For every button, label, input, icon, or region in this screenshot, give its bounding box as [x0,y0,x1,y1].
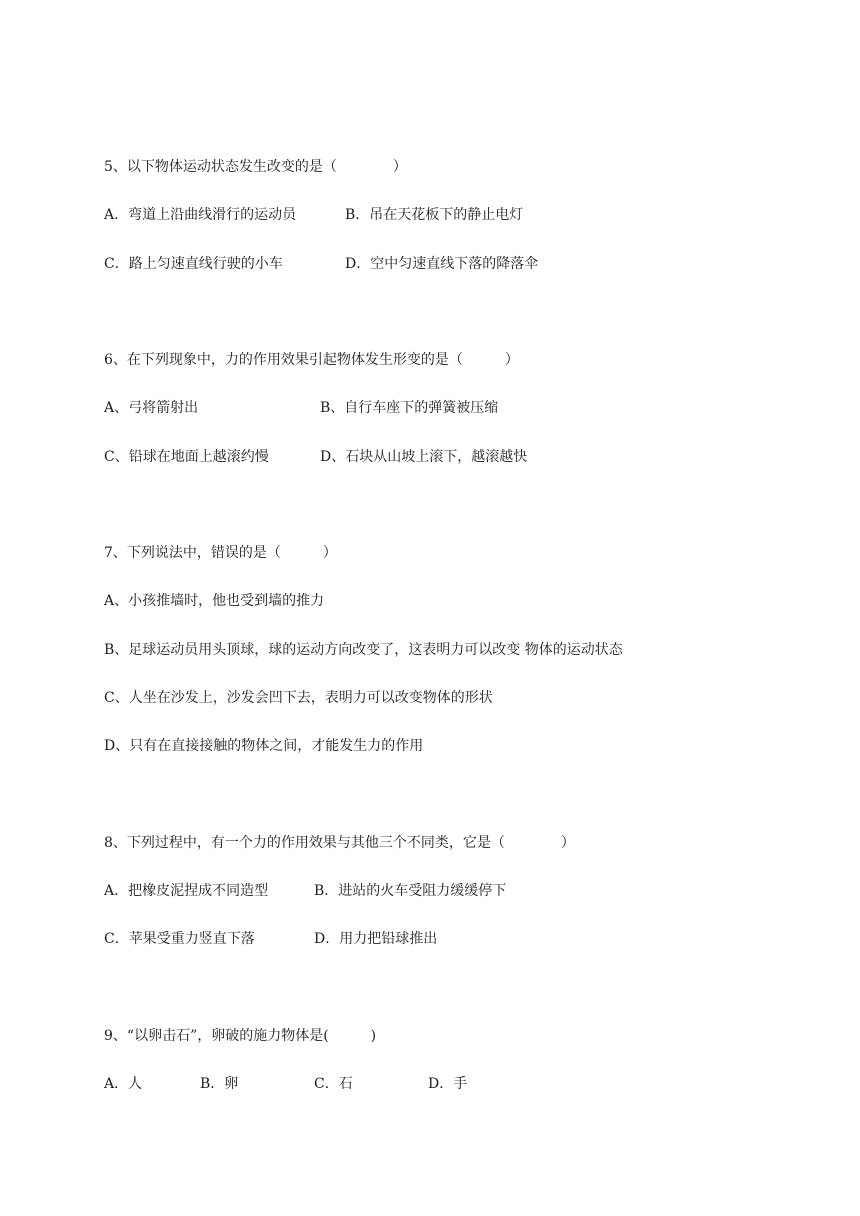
question-8-option-c: C．苹果受重力竖直下落 [104,931,255,947]
question-9-option-a: A．人 [104,1076,143,1092]
question-6-option-c: C、铅球在地面上越滚约慢 [104,449,269,465]
question-8-option-b: B．进站的火车受阻力缓缓停下 [314,883,507,899]
question-8-option-a: A．把橡皮泥捏成不同造型 [104,883,269,899]
question-7-option-d: D、只有在直接接触的物体之间，才能发生力的作用 [104,738,424,754]
question-5-option-a: A．弯道上沿曲线滑行的运动员 [104,207,297,223]
question-9-option-c: C．石 [314,1076,353,1092]
question-7-option-b: B、足球运动员用头顶球，球的运动方向改变了，这表明力可以改变 物体的运动状态 [104,642,623,658]
question-7-option-c: C、人坐在沙发上，沙发会凹下去，表明力可以改变物体的形状 [104,690,493,706]
question-5-option-c: C．路上匀速直线行驶的小车 [104,256,283,272]
question-8-stem: 8、下列过程中，有一个力的作用效果与其他三个不同类，它是（ ） [104,835,575,851]
question-7-option-a: A、小孩推墙时，他也受到墙的推力 [104,593,325,609]
question-5-stem: 5、以下物体运动状态发生改变的是（ ） [104,159,407,175]
question-9-stem: 9、“以卵击石”，卵破的施力物体是( ) [104,1028,377,1044]
question-9-option-b: B．卵 [200,1076,239,1092]
question-8-option-d: D．用力把铅球推出 [314,931,438,947]
question-6-option-d: D、石块从山坡上滚下，越滚越快 [320,449,528,465]
question-5-option-d: D．空中匀速直线下落的降落伞 [345,256,539,272]
question-6-option-b: B、自行车座下的弹簧被压缩 [320,400,499,416]
question-5-option-b: B．吊在天花板下的静止电灯 [345,207,524,223]
question-6-option-a: A、弓将箭射出 [104,400,199,416]
question-7-stem: 7、下列说法中，错误的是（ ） [104,545,337,561]
question-9-option-d: D．手 [428,1076,468,1092]
question-6-stem: 6、在下列现象中，力的作用效果引起物体发生形变的是（ ） [104,352,519,368]
